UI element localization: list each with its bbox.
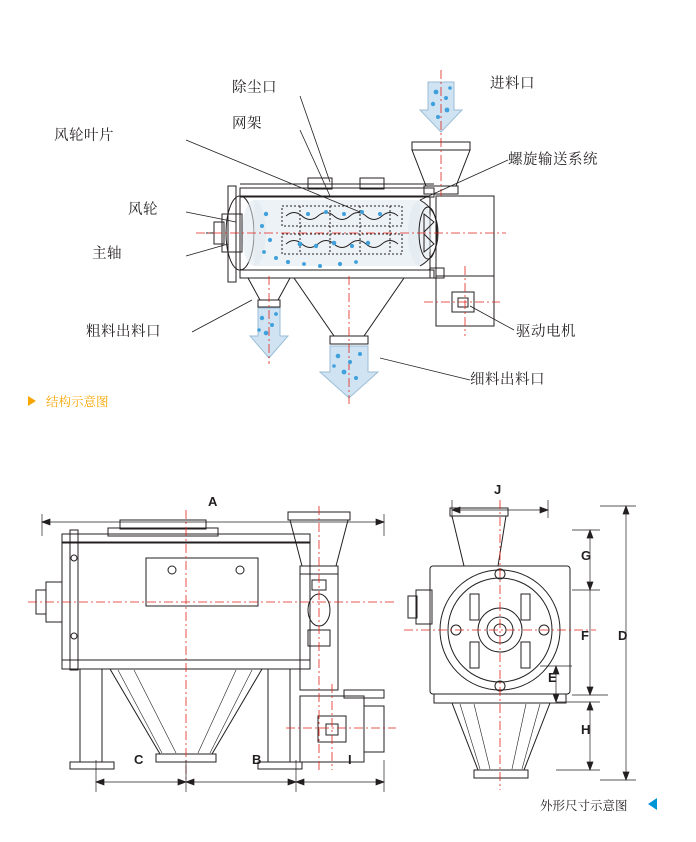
dimension-letter-D: D <box>618 628 628 643</box>
dimension-letter-J: J <box>494 482 502 497</box>
dimension-letter-H: H <box>581 722 591 737</box>
dimension-letter-F: F <box>581 628 589 643</box>
label-drive-motor: 驱动电机 <box>516 324 576 340</box>
label-feed-inlet: 进料口 <box>490 76 535 92</box>
right-triangle-marker-icon <box>28 396 36 406</box>
dimension-schematic-drawing <box>0 470 696 842</box>
label-coarse-outlet: 粗料出料口 <box>86 324 161 340</box>
label-dust-outlet: 除尘口 <box>232 80 277 96</box>
label-fan-blade: 风轮叶片 <box>54 128 114 144</box>
dimension-letter-E: E <box>548 670 557 685</box>
structure-caption: 结构示意图 <box>46 395 109 409</box>
dimension-schematic <box>0 470 696 842</box>
dimension-letter-A: A <box>208 494 218 509</box>
dimension-letter-C: C <box>134 752 144 767</box>
dimension-letter-I: I <box>348 752 352 767</box>
left-triangle-marker-icon <box>648 798 657 810</box>
label-main-shaft: 主轴 <box>92 246 122 262</box>
label-fan-wheel: 风轮 <box>128 202 158 218</box>
dimension-letter-B: B <box>252 752 262 767</box>
dimension-caption: 外形尺寸示意图 <box>540 799 628 813</box>
dimension-letter-G: G <box>581 548 592 563</box>
label-mesh-frame: 网架 <box>232 116 262 132</box>
label-screw-conveyor: 螺旋输送系统 <box>508 152 598 168</box>
label-fine-outlet: 细料出料口 <box>470 372 545 388</box>
